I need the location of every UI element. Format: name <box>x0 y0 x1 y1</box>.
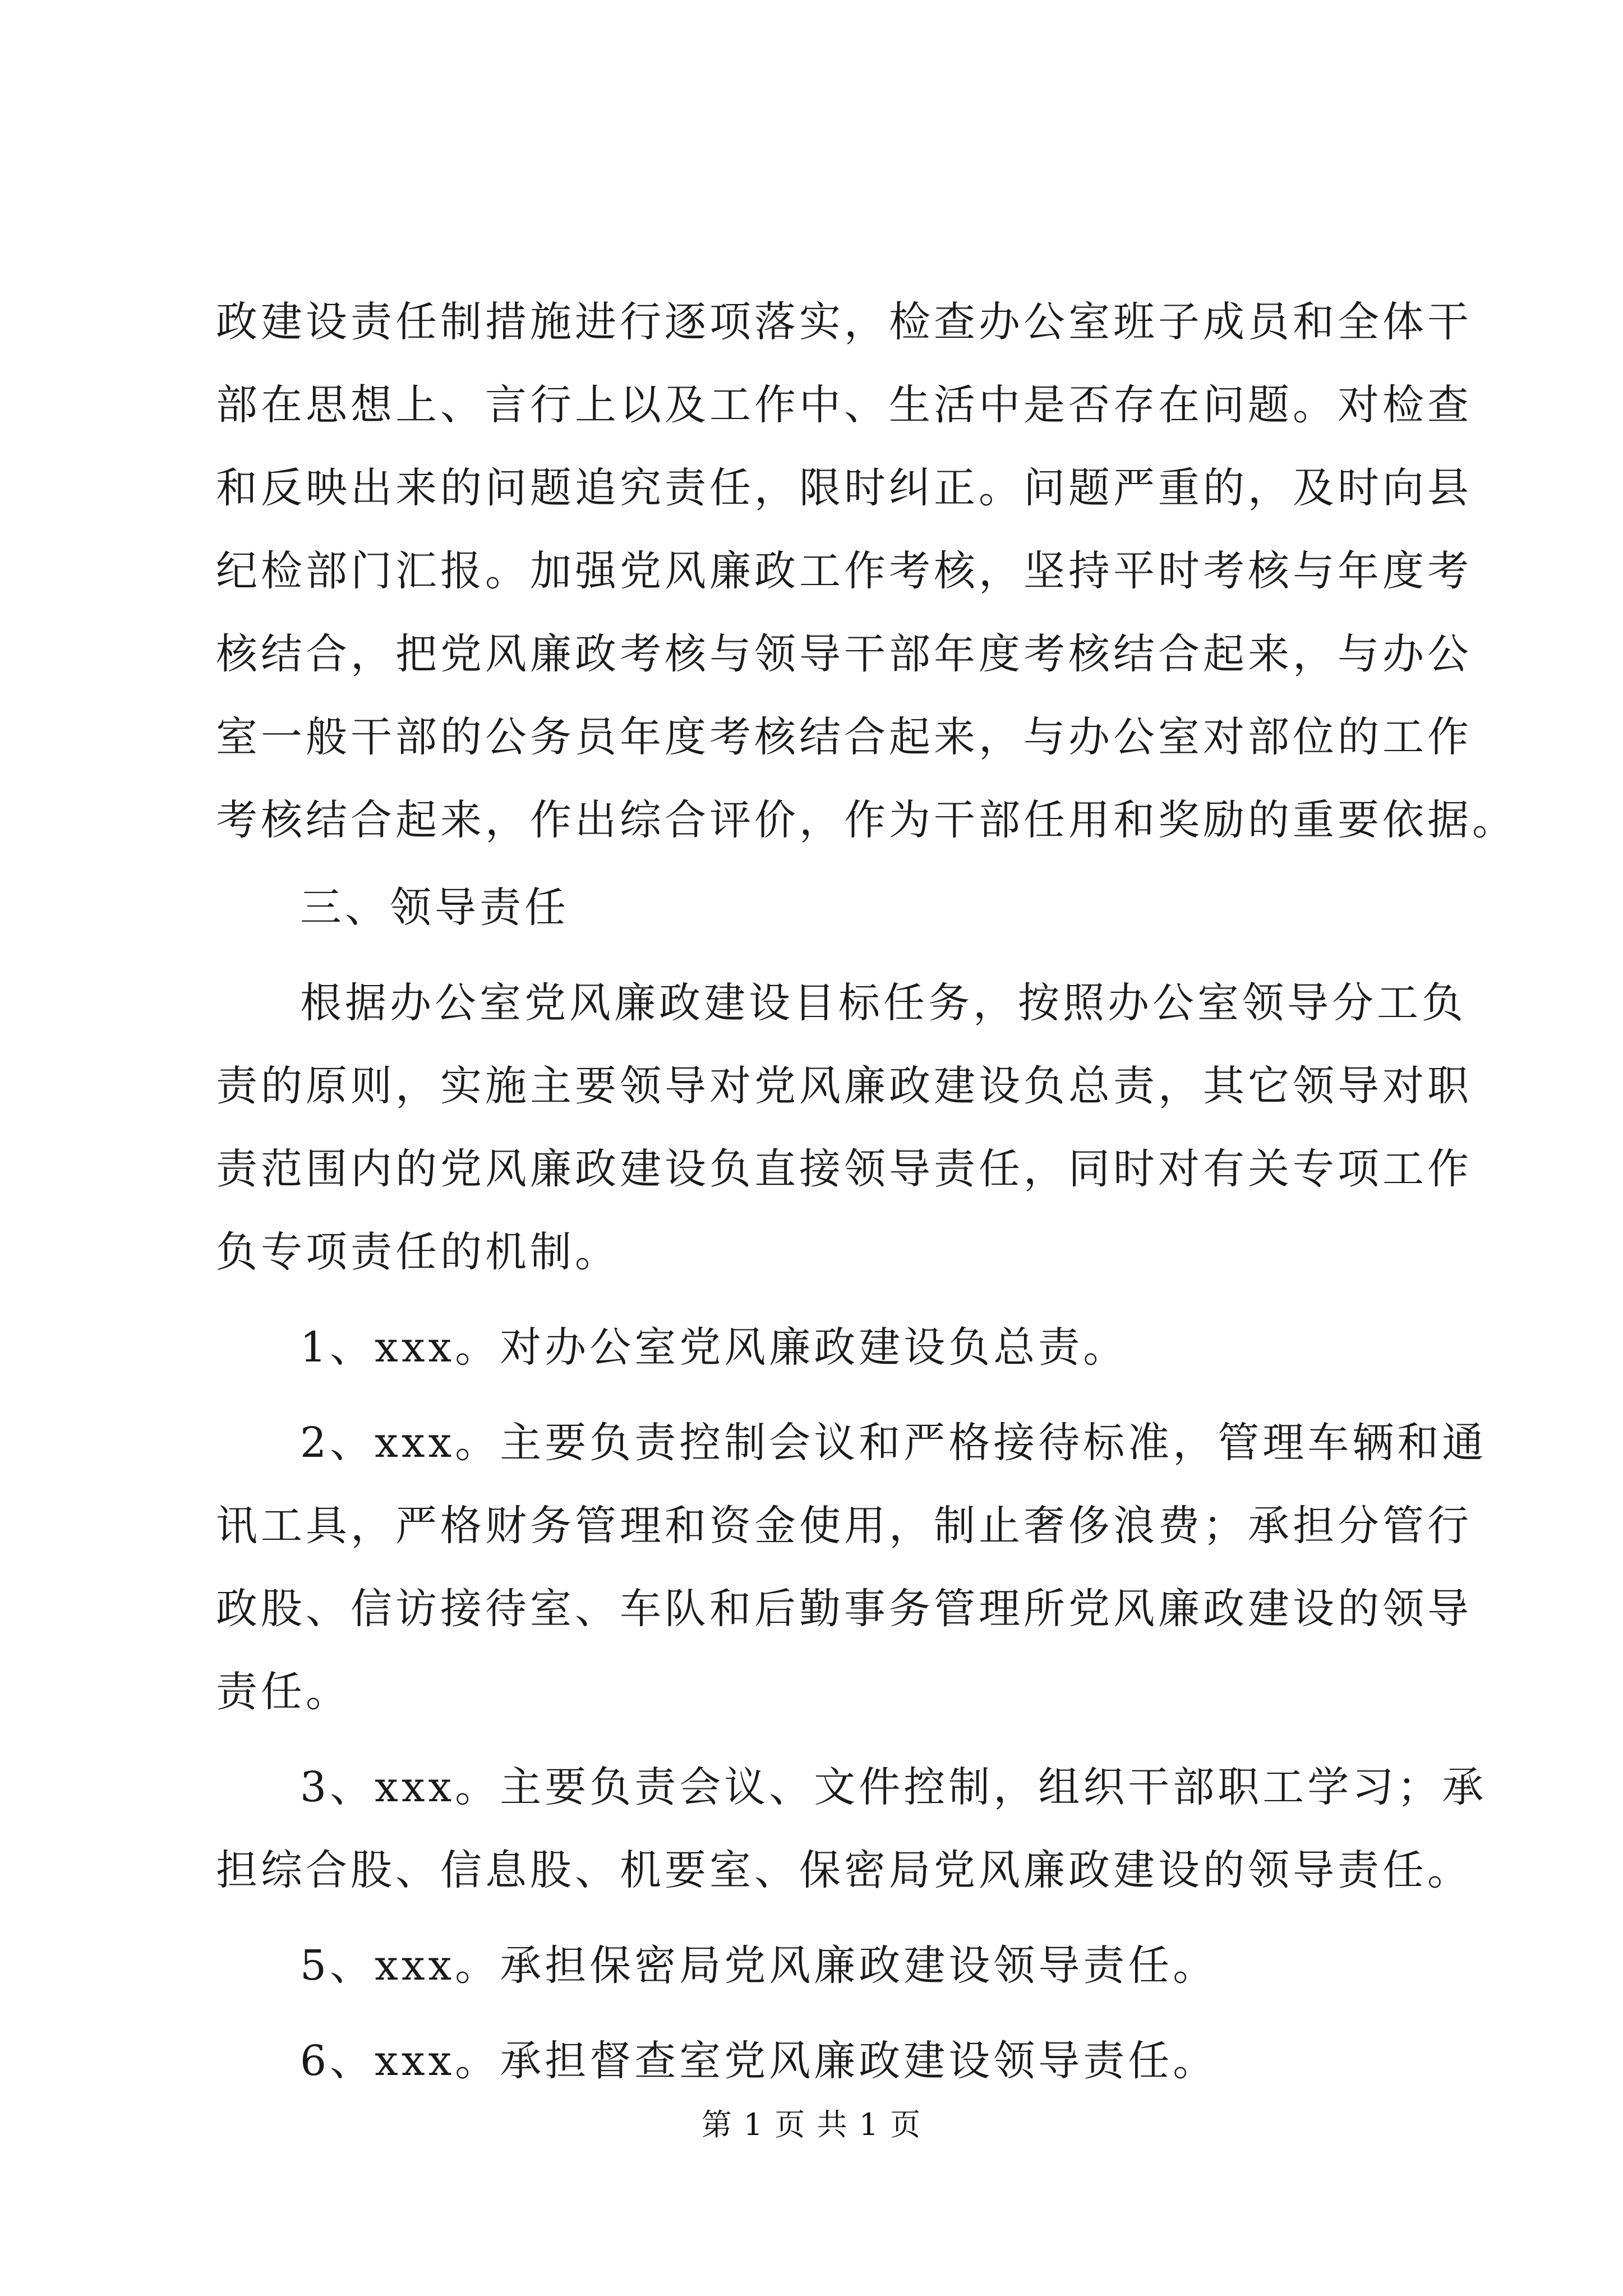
list-item-1: 1、xxx。对办公室党风廉政建设负总责。 <box>300 1323 1128 1372</box>
text-line: 和反映出来的问题追究责任，限时纠正。问题严重的，及时向县 <box>216 464 1472 512</box>
list-item-2: 2、xxx。主要负责控制会议和严格接待标准，管理车辆和通 <box>300 1419 1487 1467</box>
text-line: 政建设责任制措施进行逐项落实，检查办公室班子成员和全体干 <box>216 298 1472 346</box>
section-heading: 三、领导责任 <box>300 884 569 932</box>
text-line: 负专项责任的机制。 <box>216 1228 620 1276</box>
text-line: 讯工具，严格财务管理和资金使用，制止奢侈浪费；承担分管行 <box>216 1502 1472 1550</box>
page-number-footer: 第 1 页 共 1 页 <box>701 2107 922 2142</box>
text-line: 考核结合起来，作出综合评价，作为干部任用和奖励的重要依据。 <box>216 796 1517 844</box>
list-item-3: 3、xxx。主要负责会议、文件控制，组织干部职工学习；承 <box>300 1763 1487 1811</box>
text-line: 责的原则，实施主要领导对党风廉政建设负总责，其它领导对职 <box>216 1062 1472 1110</box>
list-item-5: 5、xxx。承担保密局党风廉政建设领导责任。 <box>300 1941 1218 1990</box>
text-line: 责范围内的党风廉政建设负直接领导责任，同时对有关专项工作 <box>216 1145 1472 1193</box>
text-line: 担综合股、信息股、机要室、保密局党风廉政建设的领导责任。 <box>216 1846 1472 1894</box>
paragraph-first-line: 根据办公室党风廉政建设目标任务，按照办公室领导分工负 <box>300 979 1467 1027</box>
text-line: 室一般干部的公务员年度考核结合起来，与办公室对部位的工作 <box>216 713 1472 761</box>
text-line: 部在思想上、言行上以及工作中、生活中是否存在问题。对检查 <box>216 381 1472 429</box>
document-body <box>216 280 1517 2102</box>
text-line: 纪检部门汇报。加强党风廉政工作考核，坚持平时考核与年度考 <box>216 547 1472 595</box>
text-line: 政股、信访接待室、车队和后勤事务管理所党风廉政建设的领导 <box>216 1585 1472 1633</box>
list-item-6: 6、xxx。承担督查室党风廉政建设领导责任。 <box>300 2037 1218 2085</box>
text-line: 核结合，把党风廉政考核与领导干部年度考核结合起来，与办公 <box>216 630 1472 678</box>
text-line: 责任。 <box>216 1668 351 1716</box>
